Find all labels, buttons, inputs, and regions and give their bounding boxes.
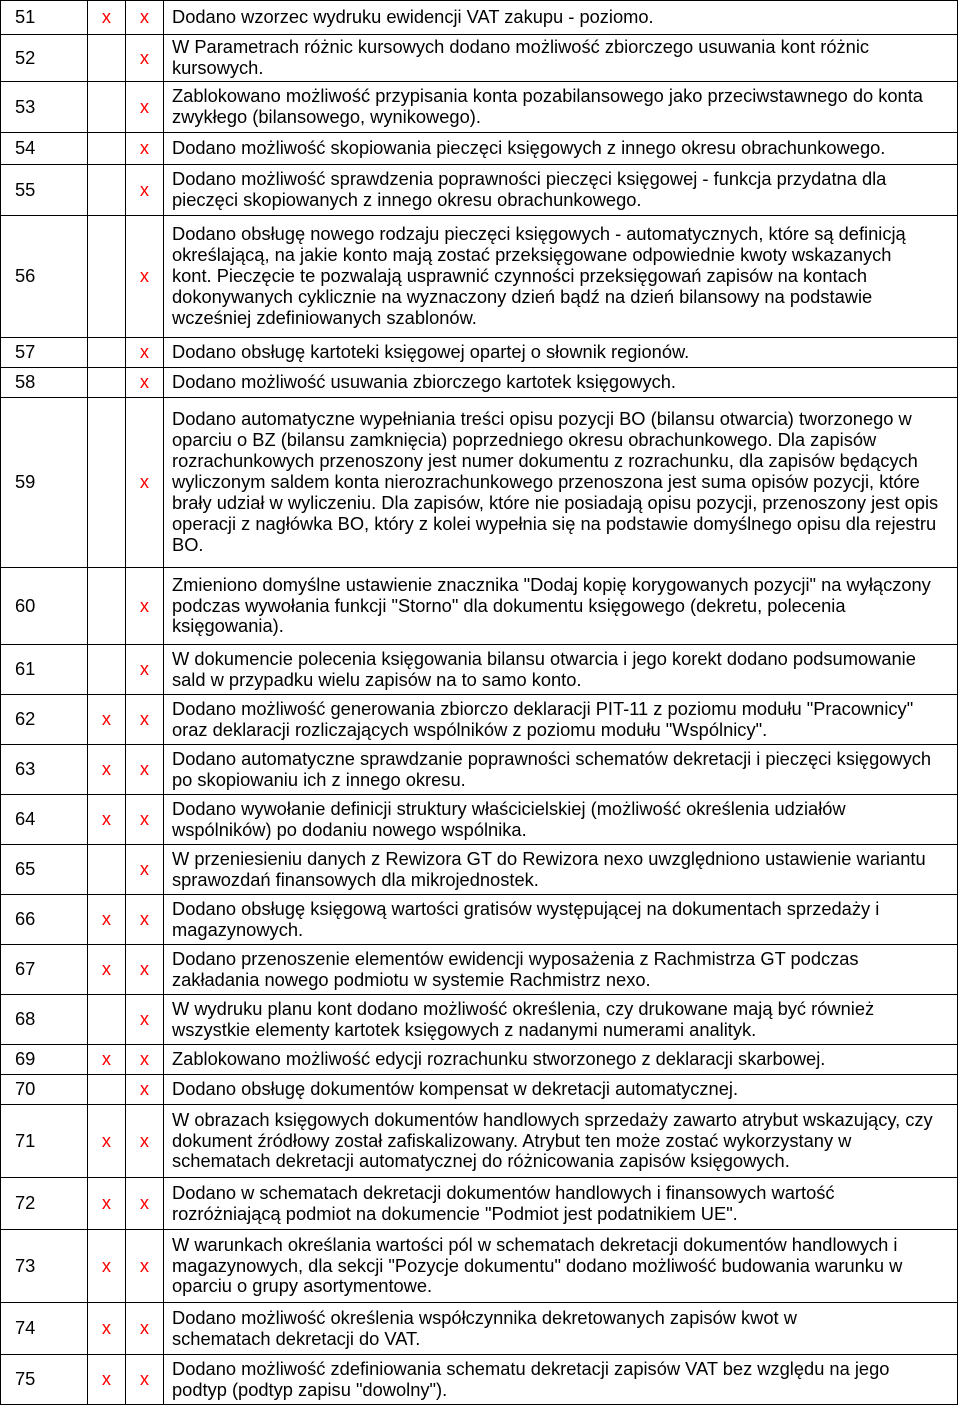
table-row [1,745,958,795]
entry-description: Dodano możliwość określenia współczynnika dekretowanych zapisów kwot w schematach dekretacji do VAT. [172,1306,797,1349]
table-row [1,895,958,945]
entry-description-cell [164,1178,958,1229]
entry-description-cell [164,745,958,794]
table-row [1,368,958,398]
mark-column-1 [88,995,126,1044]
entry-description: Dodano w schematach dekretacji dokumentów handlowych i finansowych wartość rozróżniającą podmiot na dokumencie "Podmiot jest podatnikiem UE". [172,1181,835,1224]
entry-description-cell [164,1075,958,1104]
entry-number: 75 [1,1355,88,1404]
entry-description-cell [164,35,958,81]
mark-column-2: x [126,845,164,894]
entry-description: Zmieniono domyślne ustawienie znacznika "Dodaj kopię korygowanych pozycji" na wyłączony podczas wywołania funkcji "Storno" dla dokumentu księgowego (dekretu, polecenia księgowania). [172,573,931,637]
entry-description: Dodano możliwość skopiowania pieczęci księgowych z innego okresu obrachunkowego. [172,137,886,159]
entry-description: Dodano przenoszenie elementów ewidencji wyposażenia z Rachmistrza GT podczas zakładania nowego podmiotu w systemie Rachmistrz nexo. [172,947,859,990]
entry-number: 61 [1,645,88,694]
entry-description: Zablokowano możliwość edycji rozrachunku stworzonego z deklaracji skarbowej. [172,1048,826,1070]
table-row [1,1178,958,1230]
entry-description-cell [164,695,958,744]
mark-column-2: x [126,398,164,567]
mark-column-2: x [126,1178,164,1229]
entry-description-cell [164,398,958,567]
entry-number: 71 [1,1105,88,1177]
entry-description: W warunkach określania wartości pól w schematach dekretacji dokumentów handlowych i magazynowych, dla sekcji "Pozycje dokumentu" dodano możliwość budowania warunku w oparciu o grupy asortymentowe. [172,1233,903,1297]
mark-column-1: x [88,1355,126,1404]
mark-column-2: x [126,745,164,794]
table-row [1,1045,958,1075]
entry-number: 59 [1,398,88,567]
mark-column-1 [88,165,126,215]
entry-description-cell [164,1045,958,1074]
table-row [1,945,958,995]
entry-number: 55 [1,165,88,215]
mark-column-1: x [88,745,126,794]
entry-number: 70 [1,1075,88,1104]
mark-column-1: x [88,1105,126,1177]
entry-description: W wydruku planu kont dodano możliwość określenia, czy drukowane mają być również wszystkie elementy kartotek księgowych z nadanymi numerami analityk. [172,997,875,1040]
entry-description-cell [164,568,958,644]
mark-column-1 [88,35,126,81]
entry-description-cell [164,1303,958,1354]
table-row [1,995,958,1045]
entry-description: Dodano możliwość generowania zbiorczo deklaracji PIT-11 z poziomu modułu "Pracownicy" oraz deklaracji rozliczających wspólników z poziomu modułu "Wspólnicy". [172,697,914,740]
entry-number: 51 [1,1,88,34]
mark-column-2: x [126,695,164,744]
table-row [1,1105,958,1178]
mark-column-2: x [126,795,164,844]
mark-column-1 [88,216,126,337]
entry-description-cell [164,995,958,1044]
mark-column-2: x [126,165,164,215]
mark-column-2: x [126,1355,164,1404]
entry-description-cell [164,1230,958,1302]
mark-column-2: x [126,645,164,694]
entry-number: 58 [1,368,88,397]
entry-number: 62 [1,695,88,744]
mark-column-2: x [126,568,164,644]
mark-column-2: x [126,35,164,81]
table-row [1,1075,958,1105]
table-row [1,845,958,895]
table-row [1,216,958,338]
mark-column-2: x [126,895,164,944]
entry-description: Dodano obsługę nowego rodzaju pieczęci księgowych - automatycznych, które są definicją określającą, na jakie konto mają zostać przeksięgowane odpowiednie kwoty wskazanych kont. Pieczęcie te pozwalają usprawnić czynności przeksięgowań zapisów na kontach dokonywanych cyklicznie na wyznaczony dzień bądź na dzień bilansowy na podstawie wcześniej zdefiniowanych szablonów. [172,223,906,328]
entry-description: Dodano możliwość zdefiniowania schematu dekretacji zapisów VAT bez względu na jego podtyp (podtyp zapisu "dowolny"). [172,1357,890,1400]
table-row [1,695,958,745]
entry-description-cell [164,1,958,34]
table-row [1,1303,958,1355]
entry-description: Dodano obsługę księgową wartości gratisów występującej na dokumentach sprzedaży i magazynowych. [172,897,880,940]
mark-column-1 [88,1075,126,1104]
entry-description-cell [164,82,958,132]
mark-column-1: x [88,1230,126,1302]
mark-column-1: x [88,945,126,994]
mark-column-1 [88,82,126,132]
mark-column-1: x [88,795,126,844]
entry-description-cell [164,845,958,894]
entry-description-cell [164,645,958,694]
mark-column-1: x [88,695,126,744]
mark-column-1: x [88,1303,126,1354]
mark-column-2: x [126,368,164,397]
table-row [1,35,958,82]
mark-column-1 [88,845,126,894]
entry-number: 65 [1,845,88,894]
mark-column-2: x [126,1303,164,1354]
table-row [1,82,958,133]
mark-column-1 [88,133,126,164]
table-row [1,1230,958,1303]
entry-description: Dodano możliwość sprawdzenia poprawności pieczęci księgowej - funkcja przydatna dla pieczęci skopiowanych z innego okresu obrachunkowego. [172,168,887,210]
entry-number: 53 [1,82,88,132]
entry-description-cell [164,338,958,367]
mark-column-2: x [126,1075,164,1104]
mark-column-1 [88,338,126,367]
entry-description-cell [164,895,958,944]
mark-column-1 [88,368,126,397]
table-row [1,795,958,845]
entry-number: 74 [1,1303,88,1354]
entry-description-cell [164,216,958,337]
entry-number: 54 [1,133,88,164]
entry-number: 60 [1,568,88,644]
entry-description: Dodano automatyczne sprawdzanie poprawności schematów dekretacji i pieczęci księgowych po skopiowaniu ich z innego okresu. [172,747,932,790]
entry-number: 52 [1,35,88,81]
entry-number: 68 [1,995,88,1044]
entry-description-cell [164,1355,958,1404]
entry-description: Zablokowano możliwość przypisania konta pozabilansowego jako przeciwstawnego do konta zwykłego (bilansowego, wynikowego). [172,85,923,127]
mark-column-1: x [88,1178,126,1229]
mark-column-2: x [126,133,164,164]
entry-description: Dodano wywołanie definicji struktury właścicielskiej (możliwość określenia udziałów wspólników) po dodaniu nowego wspólnika. [172,797,846,840]
entry-description-cell [164,795,958,844]
entry-description: W przeniesieniu danych z Rewizora GT do Rewizora nexo uwzględniono ustawienie wariantu sprawozdań finansowych dla mikrojednostek. [172,847,926,890]
entry-number: 72 [1,1178,88,1229]
entry-number: 69 [1,1045,88,1074]
mark-column-2: x [126,1045,164,1074]
entry-description: Dodano obsługę dokumentów kompensat w dekretacji automatycznej. [172,1078,739,1100]
entry-description: W dokumencie polecenia księgowania bilansu otwarcia i jego korekt dodano podsumowanie sald w przypadku wielu zapisów na to samo konto. [172,647,916,690]
mark-column-1 [88,398,126,567]
entry-description-cell [164,368,958,397]
mark-column-2: x [126,1,164,34]
mark-column-2: x [126,1105,164,1177]
entry-description-cell [164,945,958,994]
mark-column-2: x [126,338,164,367]
table-row [1,165,958,216]
entry-description: Dodano możliwość usuwania zbiorczego kartotek księgowych. [172,371,676,393]
entry-description-cell [164,133,958,164]
table-row [1,398,958,568]
table-row [1,1,958,35]
mark-column-2: x [126,995,164,1044]
mark-column-2: x [126,1230,164,1302]
entry-description: Dodano wzorzec wydruku ewidencji VAT zakupu - poziomo. [172,6,654,28]
mark-column-1: x [88,1,126,34]
entry-number: 56 [1,216,88,337]
entry-number: 64 [1,795,88,844]
entry-description: W Parametrach różnic kursowych dodano możliwość zbiorczego usuwania kont różnic kursowych. [172,36,870,78]
mark-column-2: x [126,945,164,994]
table-row [1,338,958,368]
entry-description: Dodano automatyczne wypełniania treści opisu pozycji BO (bilansu otwarcia) tworzonego w oparciu o BZ (bilansu zamknięcia) poprzedniego okresu obrachunkowego. Dla zapisów rozrachunkowych przenoszony jest numer dokumentu z rozrachunku, dla zapisów będących wyliczonym saldem konta nierozrachunkowego przenoszona jest suma opisów pozycji, które brały udział w wyliczeniu. Dla zapisów, które nie posiadają opisu pozycji, przenoszony jest opis operacji z nagłówka BO, który z kolei wypełnia się na podstawie domyślnego opisu dla rejestru BO. [172,408,939,555]
mark-column-1 [88,568,126,644]
mark-column-2: x [126,82,164,132]
table-row [1,645,958,695]
table-row [1,1355,958,1405]
mark-column-1: x [88,895,126,944]
entry-description: W obrazach księgowych dokumentów handlowych sprzedaży zawarto atrybut wskazujący, czy dokument źródłowy został zafiskalizowany. Atrybut ten może zostać wykorzystany w schematach dekretacji automatycznej do różnicowania zapisów księgowych. [172,1108,933,1172]
entry-description-cell [164,1105,958,1177]
mark-column-1: x [88,1045,126,1074]
entry-description-cell [164,165,958,215]
table-row [1,568,958,645]
table-row [1,133,958,165]
entry-number: 63 [1,745,88,794]
mark-column-2: x [126,216,164,337]
entry-number: 57 [1,338,88,367]
mark-column-1 [88,645,126,694]
entry-number: 73 [1,1230,88,1302]
entry-description: Dodano obsługę kartoteki księgowej opartej o słownik regionów. [172,341,690,363]
entry-number: 67 [1,945,88,994]
entry-number: 66 [1,895,88,944]
